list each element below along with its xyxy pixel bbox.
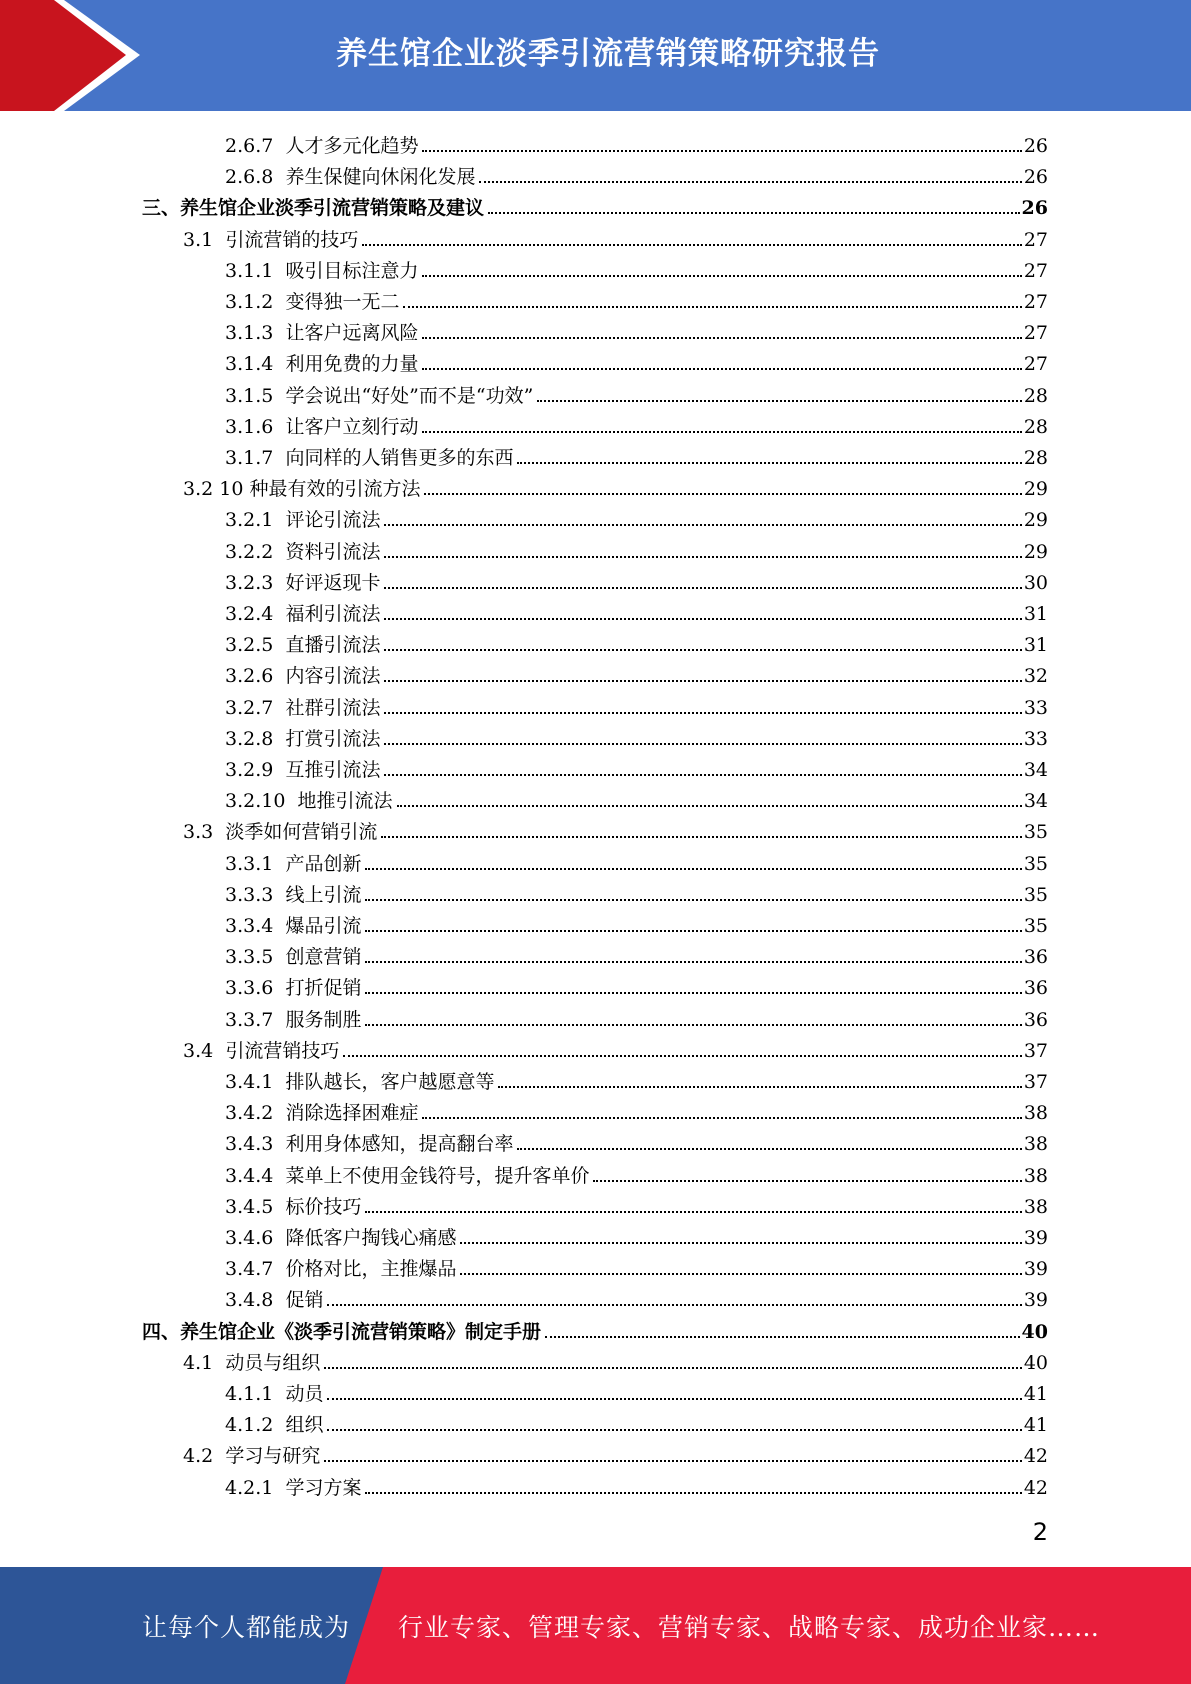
toc-entry-number: 3.2.8	[225, 727, 274, 750]
toc-dot-leader	[422, 337, 1021, 339]
toc-dot-leader	[422, 368, 1021, 370]
toc-entry[interactable]	[225, 845, 1048, 875]
toc-dot-leader	[384, 618, 1021, 620]
toc-dot-leader	[343, 1055, 1021, 1057]
document-title: 养生馆企业淡季引流营销策略研究报告	[336, 35, 880, 72]
toc-dot-leader	[365, 1024, 1021, 1026]
toc-dot-leader	[384, 774, 1021, 776]
toc-dot-leader	[422, 150, 1021, 152]
toc-dot-leader	[422, 1117, 1021, 1119]
toc-entry-title: 互推引流法	[285, 759, 381, 781]
toc-entry[interactable]	[225, 720, 1048, 750]
toc-entry-title: 打折促销	[285, 977, 362, 1000]
toc-entry-number: 3.4.6	[225, 1227, 274, 1249]
toc-entry[interactable]	[225, 907, 1048, 937]
toc-entry-title: 利用免费的力量	[285, 353, 419, 376]
toc-entry[interactable]	[183, 1344, 1048, 1374]
toc-entry-page: 40	[1021, 1320, 1048, 1343]
toc-entry-number: 3.1.7	[225, 447, 274, 469]
toc-entry[interactable]	[225, 938, 1048, 968]
toc-entry-page: 37	[1023, 1039, 1048, 1062]
page-number: 2	[1032, 1518, 1048, 1546]
toc-entry-title: 变得独一无二	[285, 291, 400, 313]
footer-banner	[0, 1567, 1191, 1684]
toc-entry-title: 人才多元化趋势	[285, 135, 419, 157]
toc-dot-leader	[327, 1398, 1021, 1400]
toc-dot-leader	[424, 493, 1021, 495]
toc-entry[interactable]	[225, 1281, 1048, 1311]
toc-entry[interactable]	[225, 782, 1048, 812]
toc-dot-leader	[460, 1242, 1021, 1244]
toc-dot-leader	[384, 712, 1021, 714]
toc-entry-page: 29	[1023, 478, 1048, 501]
toc-entry-page: 42	[1023, 1476, 1048, 1499]
toc-entry-page: 35	[1023, 883, 1048, 906]
toc-dot-leader	[381, 836, 1021, 838]
toc-entry-page: 35	[1023, 821, 1048, 844]
toc-entry-title: 评论引流法	[285, 509, 381, 532]
toc-entry-number: 3.4.3	[225, 1133, 274, 1156]
toc-entry-number: 3.4.1	[225, 1071, 274, 1093]
toc-entry-page: 27	[1023, 259, 1048, 282]
toc-entry[interactable]	[225, 564, 1048, 594]
toc-entry-number: 4.2.1	[225, 1476, 274, 1499]
toc-entry-title: 向同样的人销售更多的东西	[285, 447, 514, 469]
toc-entry[interactable]	[225, 751, 1048, 781]
toc-entry-number: 3.4.2	[225, 1102, 274, 1125]
toc-dot-leader	[422, 275, 1021, 277]
toc-entry-title: 打赏引流法	[285, 727, 381, 750]
toc-entry[interactable]	[225, 1125, 1048, 1155]
toc-entry[interactable]	[225, 283, 1048, 313]
toc-entry[interactable]	[225, 1094, 1048, 1124]
toc-entry-title: 四、养生馆企业《淡季引流营销策略》制定手册	[142, 1320, 542, 1343]
toc-entry-number: 3.1.4	[225, 353, 274, 376]
toc-entry-number: 3.3.5	[225, 946, 274, 969]
toc-entry-page: 39	[1023, 1289, 1048, 1312]
toc-entry[interactable]	[225, 1250, 1048, 1280]
toc-entry[interactable]	[225, 252, 1048, 282]
toc-dot-leader	[537, 400, 1022, 402]
toc-dot-leader	[365, 899, 1021, 901]
toc-entry-number: 3.1.3	[225, 322, 274, 345]
toc-entry-page: 33	[1023, 727, 1048, 750]
toc-entry-title: 创意营销	[285, 946, 362, 969]
footer-slogan-right: 行业专家、管理专家、营销专家、战略专家、成功企业家……	[398, 1612, 1101, 1642]
toc-entry-number: 3.3.4	[225, 915, 274, 937]
toc-entry-title: 好评返现卡	[285, 571, 381, 594]
toc-entry-page: 39	[1023, 1227, 1048, 1249]
toc-entry-title: 引流营销技巧	[225, 1039, 340, 1062]
toc-entry-page: 38	[1023, 1102, 1048, 1125]
toc-entry[interactable]	[225, 127, 1048, 157]
toc-entry-number: 3.2.5	[225, 634, 274, 657]
toc-entry-title: 消除选择困难症	[285, 1102, 419, 1125]
toc-entry[interactable]	[142, 189, 1048, 219]
toc-entry-title: 学习与研究	[225, 1445, 321, 1468]
toc-dot-leader	[365, 930, 1021, 932]
toc-entry-page: 38	[1023, 1164, 1048, 1187]
toc-entry[interactable]	[225, 1469, 1048, 1499]
toc-entry-page: 38	[1023, 1195, 1048, 1218]
toc-entry-number: 3.4.7	[225, 1258, 274, 1281]
toc-entry[interactable]	[225, 595, 1048, 625]
toc-entry-number: 4.2	[183, 1445, 214, 1468]
toc-entry[interactable]	[225, 689, 1048, 719]
toc-entry-title: 动员	[285, 1383, 324, 1405]
toc-dot-leader	[384, 524, 1021, 526]
toc-entry[interactable]	[225, 1375, 1048, 1405]
toc-entry-page: 28	[1023, 447, 1048, 469]
toc-entry[interactable]	[225, 1157, 1048, 1187]
toc-entry-number: 3.2.3	[225, 571, 274, 594]
toc-dot-leader	[593, 1180, 1021, 1182]
toc-entry-page: 37	[1023, 1071, 1048, 1093]
toc-entry-title: 三、养生馆企业淡季引流营销策略及建议	[142, 197, 485, 220]
toc-entry-number: 3.3.3	[225, 883, 274, 906]
toc-entry-page: 40	[1023, 1351, 1048, 1374]
toc-entry-number: 3.4.8	[225, 1289, 274, 1312]
toc-entry-title: 爆品引流	[285, 915, 362, 937]
toc-dot-leader	[397, 805, 1022, 807]
toc-entry-page: 29	[1023, 509, 1048, 532]
toc-entry-number: 2.6.7	[225, 135, 274, 157]
toc-dot-leader	[327, 1429, 1021, 1431]
toc-entry-number: 3.1.5	[225, 384, 274, 407]
toc-entry-page: 41	[1023, 1383, 1048, 1405]
toc-entry-number: 3.2.4	[225, 603, 274, 625]
toc-entry-page: 28	[1023, 415, 1048, 438]
toc-entry-page: 27	[1023, 322, 1048, 345]
toc-entry-number: 4.1.1	[225, 1383, 274, 1405]
toc-entry[interactable]	[183, 813, 1048, 843]
toc-entry-number: 3.4.5	[225, 1195, 274, 1218]
toc-entry-title: 排队越长，客户越愿意等	[285, 1071, 495, 1093]
toc-dot-leader	[384, 556, 1021, 558]
toc-dot-leader	[422, 431, 1021, 433]
toc-dot-leader	[545, 1336, 1020, 1338]
toc-dot-leader	[479, 181, 1021, 183]
toc-entry[interactable]	[225, 314, 1048, 344]
toc-dot-leader	[324, 1460, 1021, 1462]
toc-entry-number: 4.1	[183, 1351, 214, 1374]
toc-entry-page: 39	[1023, 1258, 1048, 1281]
toc-entry-page: 42	[1023, 1445, 1048, 1468]
toc-entry-number: 3.2.9	[225, 759, 274, 781]
toc-entry-number: 3.4	[183, 1039, 214, 1062]
toc-entry[interactable]	[142, 1313, 1048, 1343]
toc-entry-title: 地推引流法	[297, 790, 393, 813]
toc-entry-title: 吸引目标注意力	[285, 259, 419, 282]
toc-entry-number: 3.3.6	[225, 977, 274, 1000]
toc-entry[interactable]	[225, 876, 1048, 906]
toc-dot-leader	[488, 212, 1020, 214]
toc-entry[interactable]	[225, 377, 1048, 407]
toc-entry-page: 31	[1023, 603, 1048, 625]
toc-entry-number: 3.1.2	[225, 291, 274, 313]
toc-entry-title: 促销	[285, 1289, 324, 1312]
toc-entry-title: 价格对比，主推爆品	[285, 1258, 457, 1281]
toc-entry[interactable]	[225, 1406, 1048, 1436]
footer-slogan-left: 让每个人都能成为	[142, 1612, 351, 1642]
toc-dot-leader	[365, 868, 1021, 870]
toc-entry-number: 3.2.2	[225, 540, 274, 563]
toc-entry-title: 内容引流法	[285, 665, 381, 688]
toc-entry[interactable]	[225, 1219, 1048, 1249]
toc-entry-title: 养生保健向休闲化发展	[285, 166, 476, 189]
toc-entry[interactable]	[225, 439, 1048, 469]
toc-entry-page: 36	[1023, 977, 1048, 1000]
toc-entry-number: 3.3.1	[225, 852, 274, 875]
toc-entry-number: 3.2.6	[225, 665, 274, 688]
toc-entry-title: 让客户远离风险	[285, 322, 419, 345]
toc-entry[interactable]	[225, 626, 1048, 656]
toc-entry-page: 35	[1023, 852, 1048, 875]
toc-entry-number: 3.1	[183, 228, 214, 251]
toc-entry-title: 淡季如何营销引流	[225, 821, 378, 844]
toc-entry[interactable]	[225, 533, 1048, 563]
toc-entry-number: 3.2.7	[225, 696, 274, 719]
toc-entry-title: 服务制胜	[285, 1008, 362, 1031]
toc-entry-page: 27	[1023, 353, 1048, 376]
toc-dot-leader	[384, 743, 1021, 745]
toc-entry-page: 33	[1023, 696, 1048, 719]
toc-entry-page: 34	[1023, 759, 1048, 781]
toc-entry-number: 4.1.2	[225, 1414, 274, 1437]
toc-entry-page: 41	[1023, 1414, 1048, 1437]
toc-entry-title: 降低客户掏钱心痛感	[285, 1227, 457, 1249]
toc-entry-title: 产品创新	[285, 852, 362, 875]
toc-entry[interactable]	[183, 1032, 1048, 1062]
toc-entry-title: 资料引流法	[285, 540, 381, 563]
toc-dot-leader	[365, 1211, 1021, 1213]
toc-entry-title: 学会说出“好处”而不是“功效”	[285, 384, 534, 407]
toc-dot-leader	[365, 961, 1021, 963]
toc-entry[interactable]	[225, 408, 1048, 438]
toc-entry-title: 线上引流	[285, 883, 362, 906]
toc-dot-leader	[324, 1367, 1021, 1369]
toc-dot-leader	[460, 1273, 1021, 1275]
toc-entry-page: 32	[1023, 665, 1048, 688]
toc-entry-page: 34	[1023, 790, 1048, 813]
toc-entry-page: 31	[1023, 634, 1048, 657]
toc-entry-page: 35	[1023, 915, 1048, 937]
toc-entry-number: 3.3	[183, 821, 214, 844]
toc-dot-leader	[403, 306, 1021, 308]
toc-entry-page: 27	[1023, 228, 1048, 251]
toc-entry-page: 26	[1023, 135, 1048, 157]
toc-dot-leader	[517, 1148, 1021, 1150]
toc-entry-page: 28	[1023, 384, 1048, 407]
toc-entry-page: 36	[1023, 946, 1048, 969]
toc-entry[interactable]	[225, 657, 1048, 687]
toc-entry-title: 3.2 10 种最有效的引流方法	[183, 478, 421, 501]
toc-entry-number: 3.1.6	[225, 415, 274, 438]
toc-entry-title: 引流营销的技巧	[225, 228, 359, 251]
toc-entry[interactable]	[225, 158, 1048, 188]
toc-entry[interactable]	[183, 221, 1048, 251]
toc-entry[interactable]	[225, 1063, 1048, 1093]
toc-entry-number: 3.2.1	[225, 509, 274, 532]
toc-entry-title: 社群引流法	[285, 696, 381, 719]
toc-entry[interactable]	[225, 969, 1048, 999]
toc-entry-number: 3.4.4	[225, 1164, 274, 1187]
toc-entry-page: 36	[1023, 1008, 1048, 1031]
toc-entry-page: 30	[1023, 571, 1048, 594]
header-banner	[0, 0, 1191, 111]
toc-entry-number: 3.1.1	[225, 259, 274, 282]
toc-entry-title: 动员与组织	[225, 1351, 321, 1374]
toc-entry[interactable]	[225, 501, 1048, 531]
toc-entry-page: 38	[1023, 1133, 1048, 1156]
toc-dot-leader	[498, 1086, 1021, 1088]
toc-dot-leader	[365, 1492, 1021, 1494]
toc-entry-number: 3.2.10	[225, 790, 286, 813]
toc-dot-leader	[384, 649, 1021, 651]
toc-entry[interactable]	[183, 470, 1048, 500]
toc-entry-title: 标价技巧	[285, 1195, 362, 1218]
toc-entry-number: 2.6.8	[225, 166, 274, 189]
toc-entry-title: 直播引流法	[285, 634, 381, 657]
toc-entry-page: 26	[1023, 166, 1048, 189]
toc-entry[interactable]	[225, 345, 1048, 375]
toc-entry-title: 菜单上不使用金钱符号，提升客单价	[285, 1164, 590, 1187]
toc-entry-title: 利用身体感知，提高翻台率	[285, 1133, 514, 1156]
toc-entry-number: 3.3.7	[225, 1008, 274, 1031]
toc-entry-title: 让客户立刻行动	[285, 415, 419, 438]
toc-entry-title: 组织	[285, 1414, 324, 1437]
toc-entry[interactable]	[225, 1188, 1048, 1218]
toc-dot-leader	[517, 462, 1021, 464]
toc-dot-leader	[384, 587, 1021, 589]
toc-dot-leader	[362, 244, 1021, 246]
toc-entry-title: 福利引流法	[285, 603, 381, 625]
toc-dot-leader	[327, 1304, 1021, 1306]
toc-entry[interactable]	[183, 1437, 1048, 1467]
toc-entry-page: 26	[1021, 197, 1048, 220]
toc-entry-page: 27	[1023, 291, 1048, 313]
toc-dot-leader	[365, 992, 1021, 994]
toc-entry[interactable]	[225, 1001, 1048, 1031]
toc-entry-title: 学习方案	[285, 1476, 362, 1499]
toc-dot-leader	[384, 680, 1021, 682]
toc-entry-page: 29	[1023, 540, 1048, 563]
